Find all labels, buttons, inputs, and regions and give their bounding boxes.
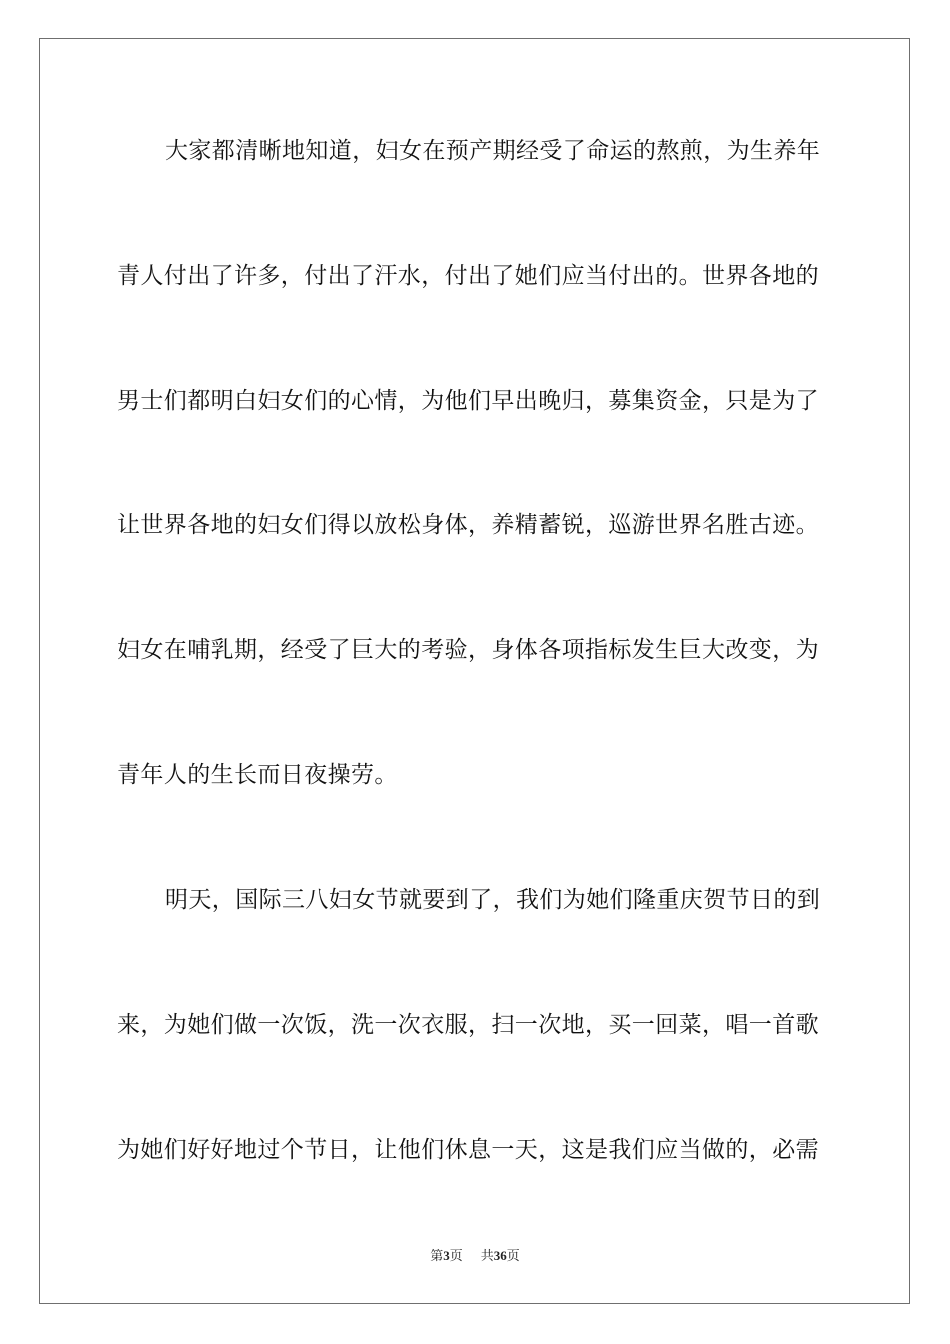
page-unit: 页 <box>449 1249 463 1264</box>
total-prefix: 共 <box>480 1249 494 1264</box>
page-prefix: 第 <box>430 1249 444 1264</box>
paragraph-1-line-1: 大家都清晰地知道，妇女在预产期经受了命运的熬煎，为生养年 <box>165 138 821 164</box>
current-page-number: 3 <box>443 1248 450 1263</box>
paragraph-1-line-3: 男士们都明白妇女们的心情，为他们早出晚归，募集资金，只是为了 <box>117 388 819 414</box>
paragraph-2-line-3: 为她们好好地过个节日，让他们休息一天，这是我们应当做的，必需 <box>117 1137 819 1163</box>
total-pages-number: 36 <box>493 1248 507 1263</box>
paragraph-1-line-2: 青人付出了许多，付出了汗水，付出了她们应当付出的。世界各地的 <box>117 263 819 289</box>
paragraph-1-line-5: 妇女在哺乳期，经受了巨大的考验，身体各项指标发生巨大改变，为 <box>117 637 819 663</box>
paragraph-2-line-1: 明天，国际三八妇女节就要到了，我们为她们隆重庆贺节日的到 <box>165 887 821 913</box>
paragraph-1-line-6: 青年人的生长而日夜操劳。 <box>117 762 398 788</box>
page-footer <box>0 1247 950 1266</box>
page-border <box>39 38 910 1304</box>
paragraph-2-line-2: 来，为她们做一次饭，洗一次衣服，扫一次地，买一回菜，唱一首歌 <box>117 1012 819 1038</box>
paragraph-1-line-4: 让世界各地的妇女们得以放松身体，养精蓄锐，巡游世界名胜古迹。 <box>117 512 819 538</box>
total-unit: 页 <box>506 1249 520 1264</box>
